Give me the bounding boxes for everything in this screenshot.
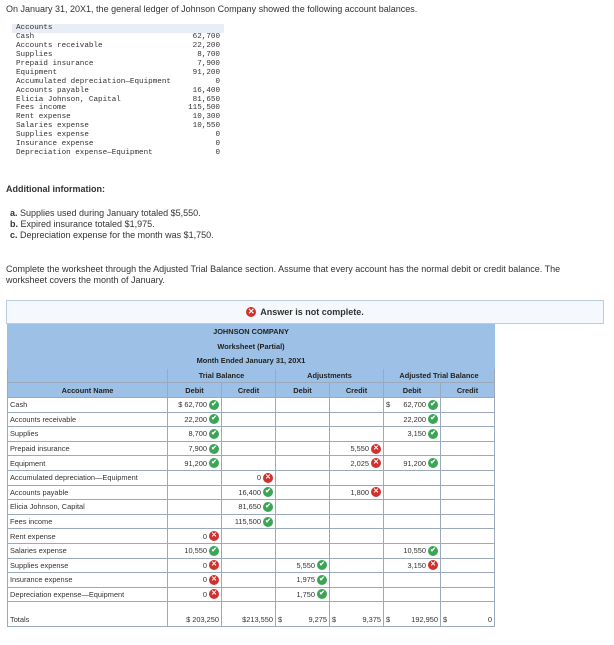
ledger-line bbox=[12, 24, 224, 33]
ledger-account: Accounts payable bbox=[16, 86, 89, 95]
cell-atbc[interactable] bbox=[441, 412, 495, 427]
cell-tbd[interactable] bbox=[168, 573, 222, 588]
table-row bbox=[8, 529, 495, 544]
error-icon: ✕ bbox=[263, 473, 273, 483]
cell-tbc[interactable] bbox=[222, 558, 276, 573]
ledger-amount: 7,900 bbox=[197, 59, 220, 68]
ledger-line bbox=[12, 42, 224, 51]
check-icon: ✔ bbox=[263, 502, 273, 512]
cell-atbd[interactable] bbox=[384, 456, 441, 471]
cell-atbc[interactable] bbox=[441, 514, 495, 529]
cell-value: 0 bbox=[202, 575, 207, 585]
table-row bbox=[8, 427, 495, 442]
ledger-amount: 91,200 bbox=[192, 68, 220, 77]
cell-adjc[interactable] bbox=[330, 529, 384, 544]
cell-adjc[interactable] bbox=[330, 558, 384, 573]
cell-atbc[interactable] bbox=[441, 470, 495, 485]
ledger-account: Accounts bbox=[16, 24, 53, 32]
check-icon: ✔ bbox=[209, 546, 219, 556]
check-icon: ✔ bbox=[209, 400, 219, 410]
ledger-account: Supplies expense bbox=[16, 131, 89, 140]
dollar-sign: $ bbox=[332, 615, 337, 625]
cell-atbc[interactable] bbox=[441, 543, 495, 558]
cell-atbc[interactable] bbox=[441, 500, 495, 515]
group-trial-balance: Trial Balance bbox=[168, 368, 276, 383]
cell-adjd[interactable] bbox=[276, 456, 330, 471]
table-row bbox=[8, 397, 495, 412]
cell-value: $ 62,700 bbox=[178, 400, 207, 410]
cell-adjc[interactable] bbox=[330, 456, 384, 471]
cell-tbd[interactable] bbox=[168, 514, 222, 529]
cell-adjc[interactable] bbox=[330, 587, 384, 602]
cell-tbd[interactable] bbox=[168, 397, 222, 412]
cell-value: 22,200 bbox=[184, 414, 207, 424]
ledger-amount: 0 bbox=[215, 131, 220, 140]
dollar-sign: $ bbox=[443, 615, 448, 625]
account-name-cell[interactable]: Accounts receivable bbox=[8, 412, 168, 427]
total-value: 192,950 bbox=[411, 615, 438, 625]
ledger-line bbox=[12, 96, 224, 105]
cell-value: 91,200 bbox=[403, 458, 426, 468]
error-icon: ✕ bbox=[371, 444, 381, 454]
cell-value: 1,800 bbox=[350, 487, 369, 497]
total-value: 0 bbox=[487, 615, 493, 625]
ledger-amount: 10,550 bbox=[192, 122, 220, 131]
cell-atbd[interactable] bbox=[384, 587, 441, 602]
cell-value: 0 bbox=[202, 560, 207, 570]
cell-atbd[interactable] bbox=[384, 529, 441, 544]
note-item bbox=[10, 219, 214, 230]
ledger-account: Salaries expense bbox=[16, 122, 89, 131]
total-tbc[interactable] bbox=[222, 602, 276, 627]
cell-tbd[interactable] bbox=[168, 485, 222, 500]
total-tbd[interactable] bbox=[168, 602, 222, 627]
cell-tbc[interactable] bbox=[222, 573, 276, 588]
cell-tbd[interactable] bbox=[168, 558, 222, 573]
cell-tbc[interactable] bbox=[222, 427, 276, 442]
ledger-amount: 16,400 bbox=[192, 86, 220, 95]
cell-value: 8,700 bbox=[188, 429, 207, 439]
total-atbd[interactable] bbox=[384, 602, 441, 627]
account-name-cell[interactable]: Cash bbox=[8, 397, 168, 412]
cell-tbd[interactable] bbox=[168, 441, 222, 456]
ledger-account: Elicia Johnson, Capital bbox=[16, 95, 121, 104]
ledger-account: Supplies bbox=[16, 50, 53, 59]
error-icon: ✕ bbox=[371, 458, 381, 468]
cell-atbc[interactable] bbox=[441, 558, 495, 573]
check-icon: ✔ bbox=[263, 487, 273, 497]
ledger-amount: 8,700 bbox=[197, 50, 220, 59]
cell-adjd[interactable] bbox=[276, 470, 330, 485]
table-row bbox=[8, 573, 495, 588]
ledger-line bbox=[12, 78, 224, 87]
table-row bbox=[8, 470, 495, 485]
note-item bbox=[10, 208, 214, 219]
worksheet-table bbox=[7, 324, 495, 627]
cell-adjd[interactable] bbox=[276, 514, 330, 529]
cell-value: 81,650 bbox=[238, 502, 261, 512]
check-icon: ✔ bbox=[209, 444, 219, 454]
cell-atbc[interactable] bbox=[441, 485, 495, 500]
cell-atbc[interactable] bbox=[441, 573, 495, 588]
dollar-sign: $ bbox=[278, 615, 283, 625]
account-name-cell[interactable]: Rent expense bbox=[8, 529, 168, 544]
ledger-amount: 10,300 bbox=[192, 113, 220, 122]
error-icon: ✕ bbox=[209, 575, 219, 585]
account-name-cell[interactable]: Insurance expense bbox=[8, 573, 168, 588]
cell-tbc[interactable] bbox=[222, 456, 276, 471]
ledger-account: Accounts receivable bbox=[16, 41, 103, 50]
cell-atbd[interactable] bbox=[384, 500, 441, 515]
cell-adjd[interactable] bbox=[276, 427, 330, 442]
cell-tbc[interactable] bbox=[222, 514, 276, 529]
check-icon: ✔ bbox=[317, 575, 327, 585]
cell-adjd[interactable] bbox=[276, 441, 330, 456]
total-value: $ 203,250 bbox=[186, 615, 219, 625]
total-adjc[interactable] bbox=[330, 602, 384, 627]
cell-adjd[interactable] bbox=[276, 500, 330, 515]
cell-adjd[interactable] bbox=[276, 558, 330, 573]
ledger-amount: 81,650 bbox=[192, 95, 220, 104]
check-icon: ✔ bbox=[428, 458, 438, 468]
error-icon: ✕ bbox=[371, 487, 381, 497]
ledger-account: Accumulated depreciation—Equipment bbox=[16, 77, 171, 86]
account-name-cell[interactable]: Elicia Johnson, Capital bbox=[8, 500, 168, 515]
check-icon: ✔ bbox=[428, 429, 438, 439]
cell-tbc[interactable] bbox=[222, 397, 276, 412]
cell-tbc[interactable] bbox=[222, 470, 276, 485]
ledger-account: Insurance expense bbox=[16, 140, 94, 149]
account-name-cell[interactable]: Accumulated depreciation—Equipment bbox=[8, 470, 168, 485]
check-icon: ✔ bbox=[317, 589, 327, 599]
cell-atbc[interactable] bbox=[441, 427, 495, 442]
cell-atbd[interactable] bbox=[384, 441, 441, 456]
ledger-amount: 22,200 bbox=[192, 41, 220, 50]
cell-adjc[interactable] bbox=[330, 427, 384, 442]
cell-value: 3,150 bbox=[407, 429, 426, 439]
cell-atbc[interactable] bbox=[441, 456, 495, 471]
cell-tbc[interactable] bbox=[222, 587, 276, 602]
cell-tbd[interactable] bbox=[168, 456, 222, 471]
col-tb-debit: Debit bbox=[168, 383, 222, 398]
ledger-line bbox=[12, 131, 224, 140]
ledger-account: Equipment bbox=[16, 68, 58, 77]
group-adjusted-trial-balance: Adjusted Trial Balance bbox=[384, 368, 495, 383]
account-name-cell[interactable]: Accounts payable bbox=[8, 485, 168, 500]
cell-atbd[interactable] bbox=[384, 558, 441, 573]
cell-atbd[interactable] bbox=[384, 573, 441, 588]
cell-tbc[interactable] bbox=[222, 529, 276, 544]
note-letter: a. bbox=[10, 208, 18, 218]
table-row bbox=[8, 558, 495, 573]
account-name-cell[interactable]: Supplies expense bbox=[8, 558, 168, 573]
cell-value: 62,700 bbox=[403, 400, 426, 410]
instructions: Complete the worksheet through the Adjusted Trial Balance section. Assume that every account has the normal debit or credit balance. The worksheet covers the month of January. bbox=[6, 264, 561, 285]
cell-adjc[interactable] bbox=[330, 412, 384, 427]
cell-atbc[interactable] bbox=[441, 397, 495, 412]
check-icon: ✔ bbox=[428, 400, 438, 410]
total-value: 9,375 bbox=[362, 615, 381, 625]
cell-adjd[interactable] bbox=[276, 412, 330, 427]
ledger-amount: 0 bbox=[215, 140, 220, 149]
ledger-amount: 62,700 bbox=[192, 32, 220, 41]
note-letter: c. bbox=[10, 230, 18, 240]
ledger-line bbox=[12, 113, 224, 122]
table-row bbox=[8, 412, 495, 427]
cell-value: 0 bbox=[256, 473, 261, 483]
cell-tbd[interactable] bbox=[168, 529, 222, 544]
check-icon: ✔ bbox=[317, 560, 327, 570]
cell-atbc[interactable] bbox=[441, 587, 495, 602]
table-row bbox=[8, 543, 495, 558]
ledger-account: Rent expense bbox=[16, 113, 71, 122]
check-icon: ✔ bbox=[209, 458, 219, 468]
error-icon: ✕ bbox=[209, 560, 219, 570]
cell-value: 91,200 bbox=[184, 458, 207, 468]
note-text: Supplies used during January totaled $5,550. bbox=[17, 208, 201, 218]
worksheet-company: JOHNSON COMPANY bbox=[8, 325, 495, 340]
cell-adjc[interactable] bbox=[330, 573, 384, 588]
worksheet-period: Month Ended January 31, 20X1 bbox=[8, 354, 495, 369]
table-row bbox=[8, 587, 495, 602]
error-icon: ✕ bbox=[209, 589, 219, 599]
ledger-line bbox=[12, 60, 224, 69]
cell-tbc[interactable] bbox=[222, 412, 276, 427]
total-adjd[interactable] bbox=[276, 602, 330, 627]
group-adjustments: Adjustments bbox=[276, 368, 384, 383]
account-name-cell[interactable]: Prepaid insurance bbox=[8, 441, 168, 456]
check-icon: ✔ bbox=[428, 546, 438, 556]
table-row bbox=[8, 500, 495, 515]
cell-atbd[interactable] bbox=[384, 514, 441, 529]
account-name-cell[interactable]: Depreciation expense—Equipment bbox=[8, 587, 168, 602]
cell-value: 5,550 bbox=[350, 444, 369, 454]
ledger-line bbox=[12, 149, 224, 158]
ledger-line bbox=[12, 33, 224, 42]
cell-atbd[interactable] bbox=[384, 543, 441, 558]
cell-atbc[interactable] bbox=[441, 441, 495, 456]
cell-atbd[interactable] bbox=[384, 427, 441, 442]
intro-text: On January 31, 20X1, the general ledger of Johnson Company showed the following account balances. bbox=[6, 4, 418, 14]
cell-adjc[interactable] bbox=[330, 441, 384, 456]
total-value: 9,275 bbox=[308, 615, 327, 625]
cell-adjc[interactable] bbox=[330, 470, 384, 485]
table-row bbox=[8, 441, 495, 456]
note-letter: b. bbox=[10, 219, 18, 229]
cell-atbd[interactable] bbox=[384, 470, 441, 485]
ledger-account: Prepaid insurance bbox=[16, 59, 94, 68]
cell-value: 0 bbox=[202, 589, 207, 599]
totals-row bbox=[8, 602, 495, 627]
note-text: Depreciation expense for the month was $1,750. bbox=[17, 230, 214, 240]
error-icon: ✕ bbox=[209, 531, 219, 541]
cell-value: 5,550 bbox=[296, 560, 315, 570]
col-atb-credit: Credit bbox=[441, 383, 495, 398]
col-adj-debit: Debit bbox=[276, 383, 330, 398]
cell-value: 115,500 bbox=[234, 517, 261, 527]
total-atbc[interactable] bbox=[441, 602, 495, 627]
cell-value: 2,025 bbox=[350, 458, 369, 468]
cell-tbd[interactable] bbox=[168, 412, 222, 427]
cell-atbd[interactable] bbox=[384, 485, 441, 500]
cell-adjd[interactable] bbox=[276, 543, 330, 558]
account-name-cell[interactable]: Salaries expense bbox=[8, 543, 168, 558]
col-tb-credit: Credit bbox=[222, 383, 276, 398]
cell-atbc[interactable] bbox=[441, 529, 495, 544]
ledger-line bbox=[12, 87, 224, 96]
cell-adjd[interactable] bbox=[276, 397, 330, 412]
error-icon: ✕ bbox=[428, 560, 438, 570]
cell-tbd[interactable] bbox=[168, 587, 222, 602]
ledger-amount: 0 bbox=[215, 149, 220, 158]
cell-adjd[interactable] bbox=[276, 485, 330, 500]
cell-tbc[interactable] bbox=[222, 500, 276, 515]
cell-value: 16,400 bbox=[238, 487, 261, 497]
cell-value: 10,550 bbox=[403, 546, 426, 556]
account-name-cell[interactable]: Fees income bbox=[8, 514, 168, 529]
cell-adjd[interactable] bbox=[276, 573, 330, 588]
check-icon: ✔ bbox=[428, 414, 438, 424]
cell-value: 10,550 bbox=[184, 546, 207, 556]
dollar-sign: $ bbox=[386, 400, 391, 410]
ledger-balances bbox=[12, 24, 224, 162]
cell-tbd[interactable] bbox=[168, 427, 222, 442]
note-text: Expired insurance totaled $1,975. bbox=[18, 219, 155, 229]
cell-adjd[interactable] bbox=[276, 587, 330, 602]
check-icon: ✔ bbox=[209, 429, 219, 439]
check-icon: ✔ bbox=[209, 414, 219, 424]
cell-adjc[interactable] bbox=[330, 543, 384, 558]
account-name-cell[interactable]: Equipment bbox=[8, 456, 168, 471]
worksheet-title: Worksheet (Partial) bbox=[8, 339, 495, 354]
cell-value: 0 bbox=[202, 531, 207, 541]
cell-value: 3,150 bbox=[407, 560, 426, 570]
cell-value: 1,750 bbox=[296, 589, 315, 599]
cell-tbd[interactable] bbox=[168, 500, 222, 515]
ledger-line bbox=[12, 69, 224, 78]
cell-value: 1,975 bbox=[296, 575, 315, 585]
error-icon: ✕ bbox=[247, 307, 255, 316]
cell-tbc[interactable] bbox=[222, 543, 276, 558]
totals-label: Totals bbox=[8, 602, 168, 627]
cell-tbd[interactable] bbox=[168, 470, 222, 485]
table-row bbox=[8, 485, 495, 500]
table-row bbox=[8, 456, 495, 471]
ledger-account: Depreciation expense—Equipment bbox=[16, 149, 153, 158]
answer-status-text: Answer is not complete. bbox=[260, 307, 364, 317]
cell-adjc[interactable] bbox=[330, 514, 384, 529]
cell-tbc[interactable] bbox=[222, 441, 276, 456]
cell-atbd[interactable] bbox=[384, 412, 441, 427]
cell-adjd[interactable] bbox=[276, 529, 330, 544]
cell-value: 22,200 bbox=[403, 414, 426, 424]
note-item bbox=[10, 230, 214, 241]
ledger-account: Fees income bbox=[16, 104, 67, 113]
ledger-amount: 0 bbox=[215, 77, 220, 86]
ledger-line bbox=[12, 140, 224, 149]
additional-notes bbox=[10, 208, 214, 241]
ledger-line bbox=[12, 122, 224, 131]
cell-adjc[interactable] bbox=[330, 500, 384, 515]
table-row bbox=[8, 514, 495, 529]
dollar-sign: $ bbox=[386, 615, 391, 625]
col-adj-credit: Credit bbox=[330, 383, 384, 398]
cell-adjc[interactable] bbox=[330, 485, 384, 500]
cell-adjc[interactable] bbox=[330, 397, 384, 412]
ledger-line bbox=[12, 51, 224, 60]
col-atb-debit: Debit bbox=[384, 383, 441, 398]
ledger-account: Cash bbox=[16, 32, 35, 41]
answer-status-banner bbox=[6, 300, 604, 324]
cell-atbd[interactable] bbox=[384, 397, 441, 412]
cell-tbd[interactable] bbox=[168, 543, 222, 558]
account-name-cell[interactable]: Supplies bbox=[8, 427, 168, 442]
total-value: $213,550 bbox=[242, 615, 273, 625]
cell-value: 7,900 bbox=[188, 444, 207, 454]
ledger-line bbox=[12, 104, 224, 113]
ledger-amount: 115,500 bbox=[188, 104, 220, 113]
check-icon: ✔ bbox=[263, 517, 273, 527]
col-account-name: Account Name bbox=[8, 383, 168, 398]
cell-tbc[interactable] bbox=[222, 485, 276, 500]
additional-info-heading: Additional information: bbox=[6, 184, 105, 194]
